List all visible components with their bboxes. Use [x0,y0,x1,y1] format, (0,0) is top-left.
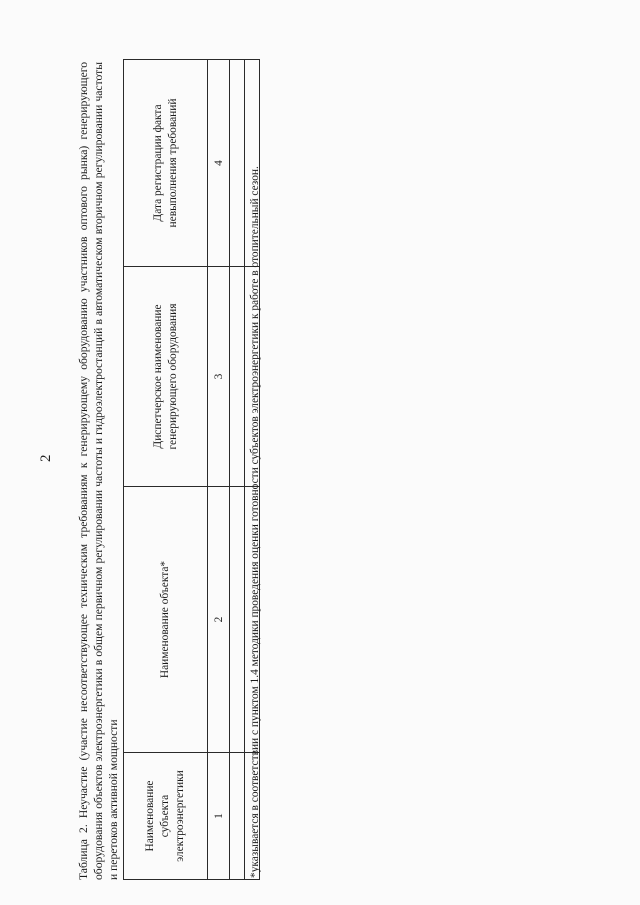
table-cell [230,60,245,267]
footnote: *указывается в соответствии с пунктом 1.4 методики проведения оценки готовности субъектов электроэнергетики к работе в отопительный сезон. [249,166,261,878]
table-caption: Таблица 2. Неучастие (участие несоответствующее техническим требованиям к генерирующему оборудованию участников оптового рынка) генерирующего оборудования объектов электроэнергетики в общем первичном регулировании частоты и гидроэлектростанций в автоматическом вторичном регулировании частоты и перетоков активной мощности [77,62,121,880]
table-header-row [124,60,208,880]
column-number-3: 3 [208,267,230,487]
table-cell [230,753,245,880]
column-number-2: 2 [208,487,230,753]
table-cell [230,487,245,753]
column-number-1: 1 [208,753,230,880]
rotated-content [0,25,640,880]
column-number-4: 4 [208,60,230,267]
table-column-number-row [208,60,230,880]
page-number: 2 [38,454,54,462]
table-cell [230,267,245,487]
header-registration-date: Дата регистрации факта невыполнения требований [124,60,208,267]
header-object-name: Наименование объекта* [124,487,208,753]
table-row [230,60,245,880]
header-subject-name: Наименование субъекта электроэнергетики [124,753,208,880]
requirements-table [123,59,260,880]
header-dispatch-name: Диспетчерское наименование генерирующего оборудования [124,267,208,487]
